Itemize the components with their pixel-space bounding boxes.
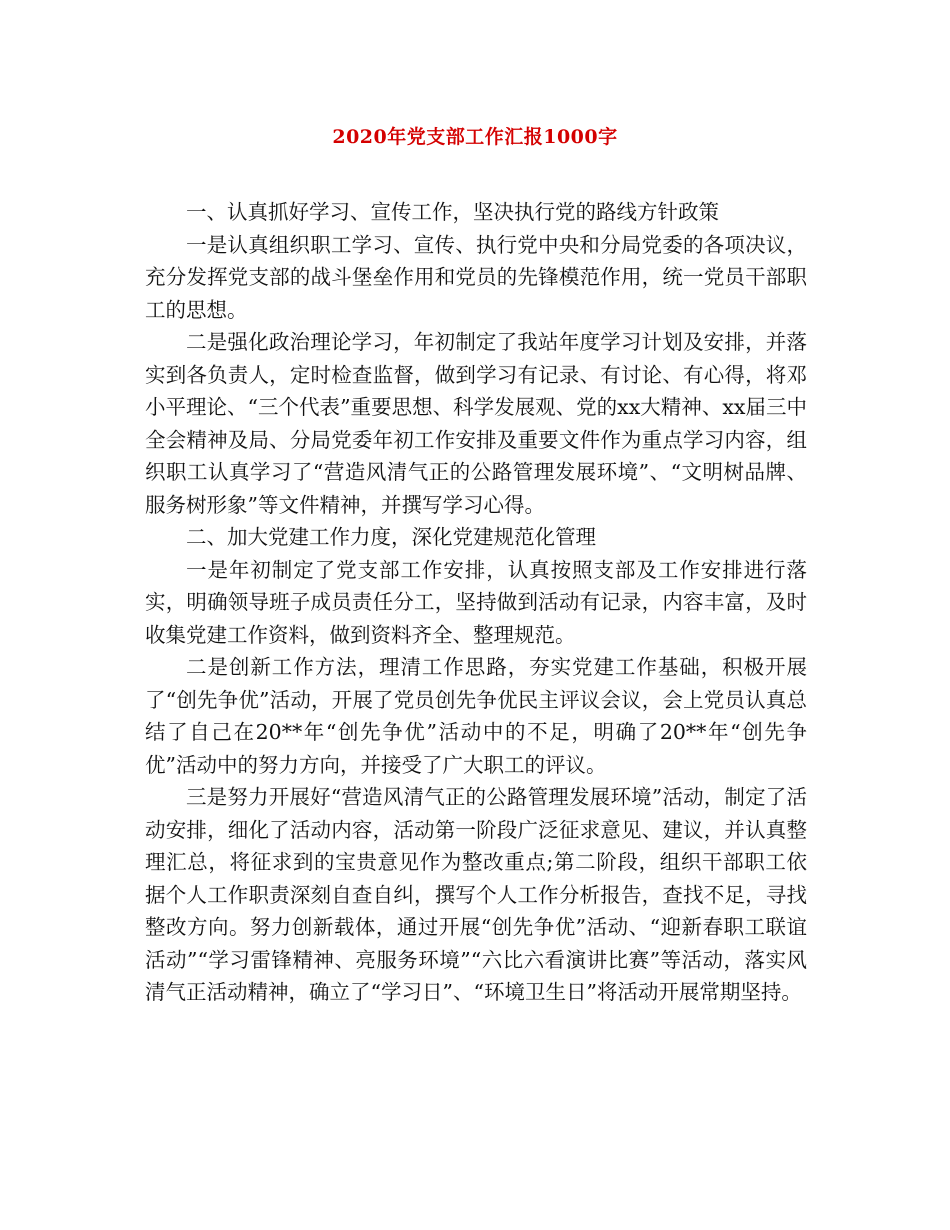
paragraph-3: 一是年初制定了党支部工作安排，认真按照支部及工作安排进行落实，明确领导班子成员责任分工，坚持做到活动有记录，内容丰富，及时收集党建工作资料，做到资料齐全、整理规范。 [145, 557, 807, 647]
paragraph-5: 三是努力开展好“营造风清气正的公路管理发展环境”活动，制定了活动安排，细化了活动内容，活动第一阶段广泛征求意见、建议，并认真整理汇总，将征求到的宝贵意见作为整改重点;第二阶段，组织干部职工依据个人工作职责深刻自查自纠，撰写个人工作分析报告，查找不足，寻找整改方向。努力创新载体，通过开展“创先争优”活动、“迎新春职工联谊活动”“学习雷锋精神、亮服务环境”“六比六看演讲比赛”等活动，落实风清气正活动精神，确立了“学习日”、“环境卫生日”将活动开展常期坚持。 [145, 785, 807, 1004]
document-body [145, 196, 807, 1009]
section-heading-1: 一、认真抓好学习、宣传工作，坚决执行党的路线方针政策 [186, 200, 719, 224]
document-title: 2020年党支部工作汇报1000字 [332, 126, 618, 148]
paragraph-4: 二是创新工作方法，理清工作思路，夯实党建工作基础，积极开展了“创先争优”活动，开展了党员创先争优民主评议会议，会上党员认真总结了自己在20**年“创先争优”活动中的不足，明确了20**年“创先争优”活动中的努力方向，并接受了广大职工的评议。 [145, 655, 807, 777]
section-heading-2: 二、加大党建工作力度，深化党建规范化管理 [186, 525, 596, 549]
paragraph-2: 二是强化政治理论学习，年初制定了我站年度学习计划及安排，并落实到各负责人，定时检查监督，做到学习有记录、有讨论、有心得，将邓小平理论、“三个代表”重要思想、科学发展观、党的xx大精神、xx届三中全会精神及局、分局党委年初工作安排及重要文件作为重点学习内容，组织职工认真学习了“营造风清气正的公路管理发展环境”、“文明树品牌、服务树形象”等文件精神，并撰写学习心得。 [145, 330, 807, 517]
paragraph-1: 一是认真组织职工学习、宣传、执行党中央和分局党委的各项决议，充分发挥党支部的战斗堡垒作用和党员的先锋模范作用，统一党员干部职工的思想。 [145, 232, 807, 322]
